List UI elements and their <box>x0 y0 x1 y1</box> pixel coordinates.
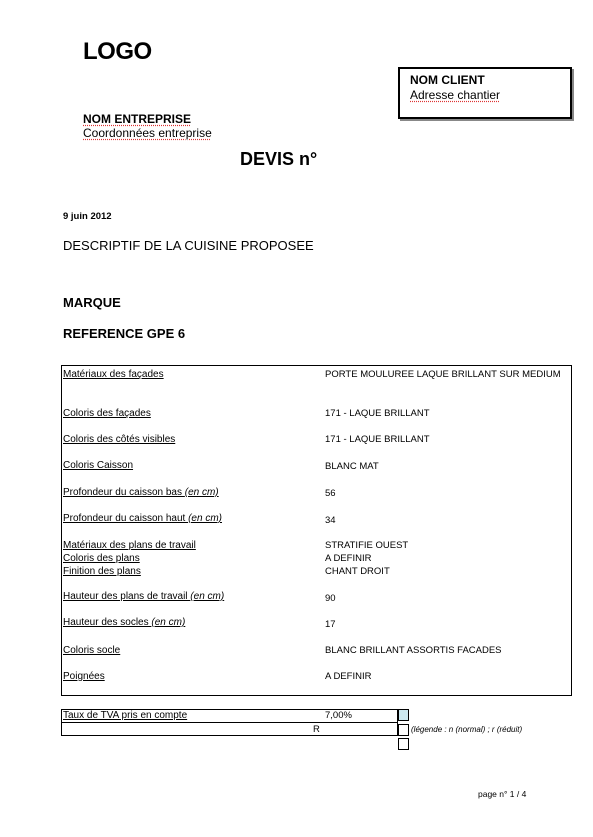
tva-checkbox-2[interactable] <box>398 724 409 736</box>
tva-label: Taux de TVA pris en compte <box>63 710 188 721</box>
company-name-text: NOM ENTREPRISE <box>83 112 192 126</box>
reference-label: REFERENCE GPE 6 <box>63 326 186 341</box>
brand-label: MARQUE <box>63 295 121 310</box>
document-date: 9 juin 2012 <box>63 211 112 222</box>
client-box <box>398 67 572 119</box>
company-name <box>83 112 191 126</box>
spec-label-text: Finition des plans <box>63 566 141 577</box>
spec-label-text: Coloris Caisson <box>63 460 134 471</box>
spec-label-plinth-height <box>63 617 185 628</box>
spec-label-text: Hauteur des plans de travail <box>63 591 191 602</box>
spec-label-facade-color <box>63 408 151 419</box>
tva-checkbox-1[interactable] <box>398 709 409 721</box>
spec-label-low-caisson-depth <box>63 487 219 498</box>
tva-rate-type: R <box>313 724 320 735</box>
spec-label-caisson-color <box>63 460 133 471</box>
spec-label-text: Profondeur du caisson haut <box>63 513 189 524</box>
spec-unit: (en cm) <box>190 591 225 602</box>
tva-divider <box>61 722 398 723</box>
spec-value-facade-material: PORTE MOULUREE LAQUE BRILLANT SUR MEDIUM <box>325 369 561 380</box>
description-title: DESCRIPTIF DE LA CUISINE PROPOSEE <box>63 238 314 253</box>
spec-label-handles <box>63 671 105 682</box>
company-coords <box>83 126 212 140</box>
spec-label-worktop-height <box>63 591 224 602</box>
spec-label-text: Coloris des façades <box>63 408 151 419</box>
spec-label-text: Poignées <box>63 671 105 682</box>
spec-value-plinth-color: BLANC BRILLANT ASSORTIS FACADES <box>325 645 502 656</box>
spec-value-facade-color: 171 - LAQUE BRILLANT <box>325 408 430 419</box>
spec-value-visible-sides-color: 171 - LAQUE BRILLANT <box>325 434 430 445</box>
spec-label-facade-material <box>63 369 164 380</box>
spec-label-worktop-material <box>63 540 196 551</box>
spec-value-plinth-height: 17 <box>325 619 336 630</box>
spec-value-handles: A DEFINIR <box>325 671 372 682</box>
spec-label-plinth-color <box>63 645 120 656</box>
page-number: page n° 1 / 4 <box>478 789 527 799</box>
spec-label-text: Coloris socle <box>63 645 121 656</box>
spec-value-caisson-color: BLANC MAT <box>325 461 379 472</box>
spec-label-text: Matériaux des plans de travail <box>63 540 196 551</box>
spec-value-worktop-color: A DEFINIR <box>325 553 372 564</box>
spec-value-worktop-finish: CHANT DROIT <box>325 566 390 577</box>
client-address: Adresse chantier <box>410 88 501 102</box>
spec-value-high-caisson-depth: 34 <box>325 515 336 526</box>
spec-label-text: Coloris des côtés visibles <box>63 434 176 445</box>
client-name: NOM CLIENT <box>410 73 485 87</box>
tva-value: 7,00% <box>325 710 352 721</box>
spec-unit: (en cm) <box>151 617 186 628</box>
logo: LOGO <box>83 38 152 65</box>
spec-label-worktop-finish <box>63 566 141 577</box>
tva-legend: (légende : n (normal) ; r (réduit) <box>411 725 523 734</box>
spec-value-worktop-height: 90 <box>325 593 336 604</box>
company-coords-text: Coordonnées entreprise <box>83 126 212 140</box>
spec-label-text: Coloris des plans <box>63 553 140 564</box>
tva-checkbox-3[interactable] <box>398 738 409 750</box>
spec-label-visible-sides-color <box>63 434 175 445</box>
spec-label-worktop-color <box>63 553 140 564</box>
spec-unit: (en cm) <box>188 513 222 524</box>
devis-title: DEVIS n° <box>240 149 318 169</box>
spec-label-text: Profondeur du caisson bas <box>63 487 185 498</box>
spec-label-high-caisson-depth <box>63 513 222 524</box>
spec-label-text: Matériaux des façades <box>63 369 164 380</box>
spec-value-worktop-material: STRATIFIE OUEST <box>325 540 409 551</box>
spec-value-low-caisson-depth: 56 <box>325 488 336 499</box>
spec-label-text: Hauteur des socles <box>63 617 152 628</box>
spec-unit: (en cm) <box>184 487 219 498</box>
